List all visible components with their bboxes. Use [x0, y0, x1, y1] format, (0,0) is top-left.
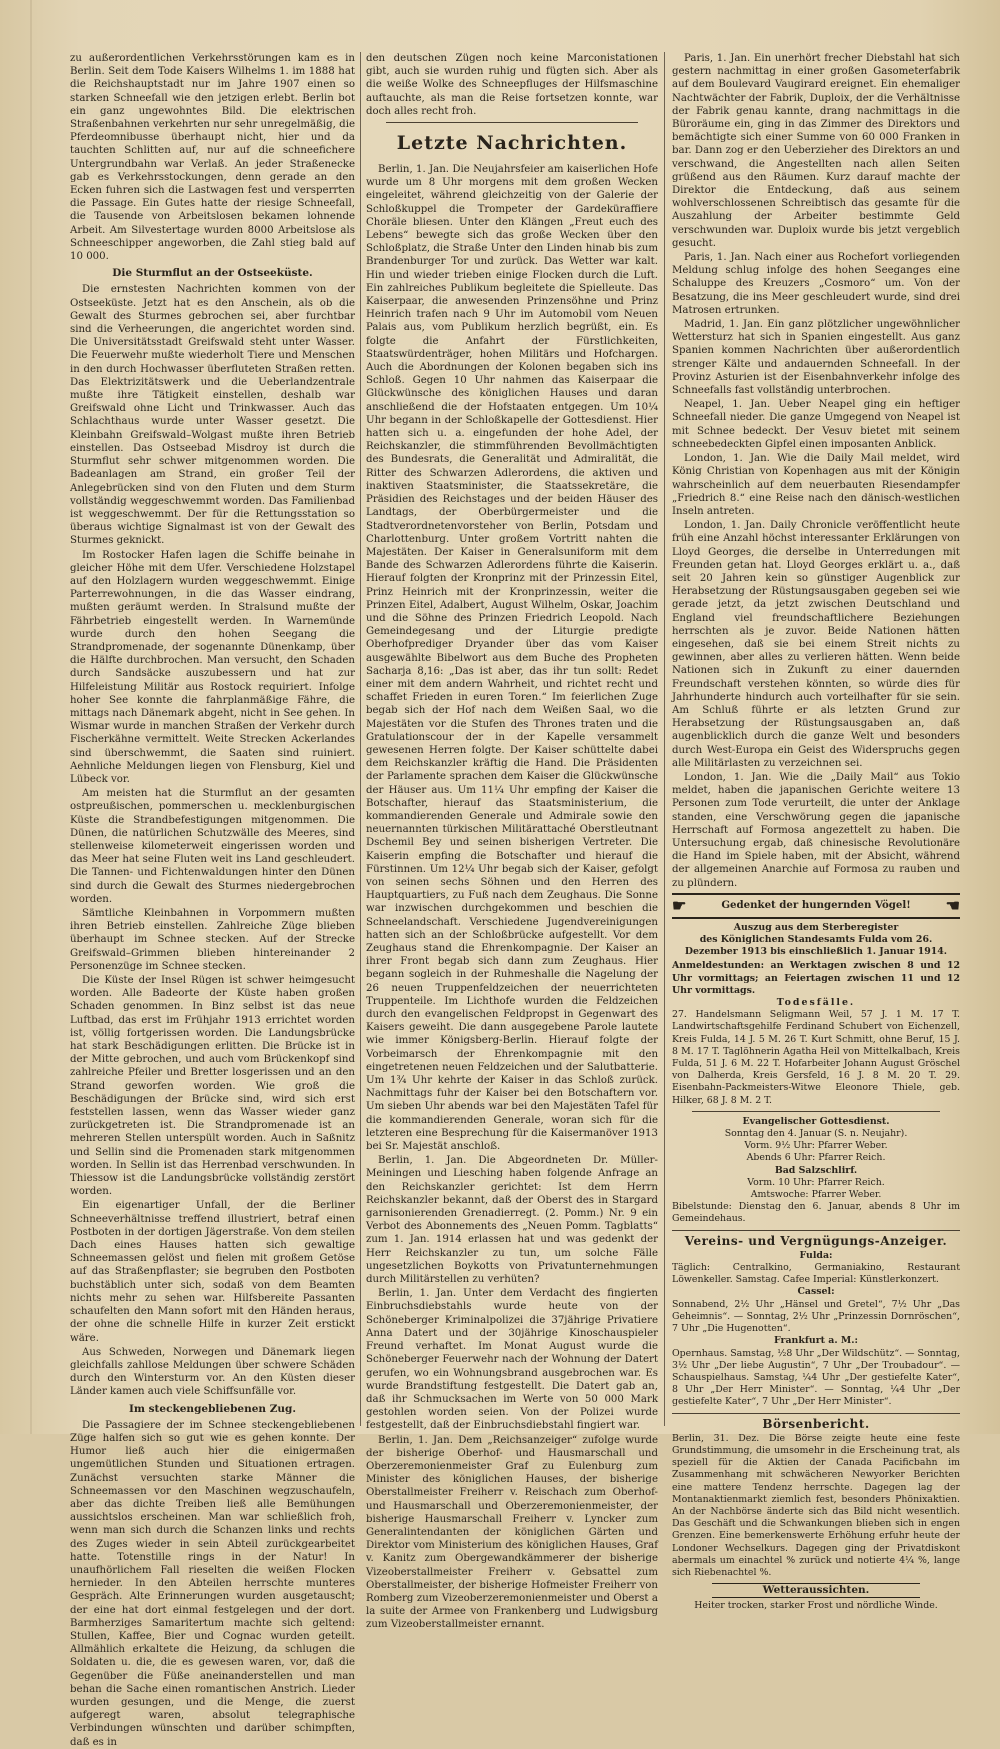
fold-shadow: [30, 0, 32, 1434]
banner-text: Gedenket der hungernden Vögel!: [721, 899, 911, 912]
city-fulda: Fulda:: [799, 1249, 833, 1261]
paragraph: London, 1. Jan. Wie die „Daily Mail“ aus Tokio meldet, haben die japanischen Gerichte weitere 13 Personen zum Tode verurteilt, die unter der Anklage standen, eine Verschwörung gegen die japanische Herrschaft auf Formosa angezettelt zu haben. Die Untersuchung ergab, daß chinesische Revolutionäre die Hand im Spiele haben, mit der Absicht, während der allgemeinen Anarchie auf Formosa zu rauben und zu plündern.: [672, 771, 960, 889]
register-notice: Anmeldestunden: an Werktagen zwischen 8 und 12 Uhr vormittags; an Feiertagen zwischen 11 und 12 Uhr vormittags.: [672, 960, 960, 996]
church-line: Vorm. 10 Uhr: Pfarrer Reich.: [747, 1176, 885, 1188]
paragraph: London, 1. Jan. Daily Chronicle veröffentlicht heute früh eine Anzahl höchst interessanter Erklärungen von Lloyd Georges, die derselbe in Unterredungen mit Freunden getan hat. Lloyd Georges erklärt u. a., daß seit 20 Jahren kein so günstiger Augenblick zur Herabsetzung der Rüstungsausgaben gegeben sei wie gerade jetzt, da jetzt zwischen Deutschland und England viel freundschaftlichere Beziehungen herrschten als je zuvor. Beide Nationen hätten eingesehen, daß sie bei einem Streit nichts zu gewinnen, aber alles zu verlieren hätten. Wenn beide Nationen sich in Zukunft zu einer dauernden Freundschaft verstehen könnten, so würde dies für Jahrhunderte hindurch auch vorteilhafter für sie sein. Am Schluß führte er als letzten Grund zur Herabsetzung der Rüstungsausgaben an, daß augenblicklich durch die ganze Welt und besonders durch West-Europa ein Geist des Widerspruchs gegen alle Militärlasten zu verzeichnen sei.: [672, 520, 960, 769]
column-3: [672, 52, 960, 1612]
church-notice: [672, 1116, 960, 1226]
paragraph: zu außerordentlichen Verkehrsstörungen kam es in Berlin. Seit dem Tode Kaisers Wilhelms 1. im 1888 hat die Reichshauptstadt nur im Jahre 1907 einen so starken Schneefall wie den jetzigen erlebt. Berlin bot ein ganz ungewohntes Bild. Die elektrischen Straßenbahnen verkehrten nur sehr unregelmäßig, die Pferdeomnibusse überhaupt nicht, hier und da tauchten Schlitten auf, nur auf die schneefichere Untergrundbahn war Verlaß. An jeder Straßenecke gab es Verkehrsstockungen, denn gerade an den Ecken fuhren sich die Lastwagen fest und versperrten die Passage. Ein Gutes hatte der riesige Schneefall, die Tausende von Arbeitslosen bekamen lohnende Arbeit. Am Silvestertage wurden 8000 Arbeitslose als Schneeschipper angeworben, die Zahl stieg bald auf 10 000.: [70, 53, 355, 263]
death-register: [672, 922, 960, 1107]
pointing-hand-icon: ☚: [945, 895, 960, 915]
paragraph: Neapel, 1. Jan. Ueber Neapel ging ein heftiger Schneefall nieder. Die ganze Umgegend von Neapel ist mit Schnee bedeckt. Der Vesuv bietet mit seinem schneebedeckten Gipfel einen imposanten Anblick.: [672, 399, 960, 450]
banner: [672, 897, 960, 915]
church-line: Abends 6 Uhr: Pfarrer Reich.: [746, 1152, 886, 1164]
headline-zug: Im steckengebliebenen Zug.: [128, 1402, 297, 1415]
paragraph: Ein eigenartiger Unfall, der die Berliner Schneeverhältnisse treffend illustriert, betraf einen Postboten in der dortigen Jägerstraße. Von dem steilen Dach eines Hauses hatten sich gewaltige Schneemassen gelöst und fielen mit großem Getöse auf das Straßenpflaster; sie begruben den Postboten buchstäblich unter sich, sodaß von dem Beamten nichts mehr zu sehen war. Hilfsbereite Passanten schaufelten den Mann sofort mit den Händen heraus, der ohne die schnelle Hilfe in kurzer Zeit erstickt wäre.: [70, 1200, 355, 1344]
events-title: Vereins- und Vergnügungs-Anzeiger.: [684, 1233, 948, 1248]
divider: [672, 1230, 960, 1231]
register-subtitle: des Königlichen Standesamts Fulda vom 26. Dezember 1913 bis einschließlich 1. Januar 1914.: [684, 934, 948, 958]
paragraph: Paris, 1. Jan. Ein unerhört frecher Diebstahl hat sich gestern nachmittag in einer großen Gasometerfabrik auf dem Boulevard Vaugirard ereignet. Ein ehemaliger Nachtwächter der Fabrik, Duploix, der die Verhältnisse der Fabrik genau kannte, drang nachmittags in die Büroräume ein, ging in das Zimmer des Direktors und bemächtigte sich einer Summe von 60 000 Franken in bar. Dann zog er den Ueberzieher des Direktors an und verschwand, die Angestellten nach allen Seiten grüßend aus den Räumen. Kurz darauf machte der Direktor die Entdeckung, daß aus seinem wohlverschlossenen Schreibtisch das gesamte für die Auszahlung der Arbeiter bestimmte Geld verschwunden war. Duploix wurde bis jetzt vergeblich gesucht.: [672, 53, 960, 249]
paragraph: Berlin, 1. Jan. Die Neujahrsfeier am kaiserlichen Hofe wurde um 8 Uhr morgens mit dem großen Wecken eingeleitet, während gleichzeitig von der Galerie der Schloßkuppel die Trompeter der Gardeküraffiere Choräle bliesen. Unter den Klängen „Freut euch des Lebens“ bewegte sich das große Wecken über den Schloßplatz, die Straße Unter den Linden hinab bis zum Brandenburger Tor und zurück. Das Wetter war kalt. Hin und wieder trieben einige Flocken durch die Luft. Ein zahlreiches Publikum begleitete die Spielleute. Das Kaiserpaar, die anwesenden Prinzensöhne und Prinz Heinrich trafen nach 9 Uhr im Automobil vom Neuen Palais aus, vom Publikum herzlich begrüßt, ein. Es folgte die Anfahrt der Fürstlichkeiten, Staatswürdenträger, hohen Militärs und Hofchargen. Auch die Abordnungen der Kolonen begaben sich ins Schloß. Gegen 10 Uhr nahmen das Kaiserpaar die Glückwünsche des königlichen Hauses und daran anschließend die der Hofstaaten entgegen. Um 10¼ Uhr begann in der Schloßkapelle der Gottesdienst. Hier hatten sich u. a. eingefunden der hohe Adel, der Reichskanzler, die stimmführenden Bevollmächtigten des Bundesrats, die Generalität und Admiralität, die Ritter des Schwarzen Adlerordens, die aktiven und inaktiven Staatsminister, die Staatssekretäre, die Präsidien des Reichstages und der beiden Häuser des Landtags, der Oberbürgermeister und die Stadtverordnetenvorsteher von Berlin, Potsdam und Charlottenburg. Unter großem Vortritt nahten die Majestäten. Der Kaiser in Generalsuniform mit dem Bande des Schwarzen Adlerordens führte die Kaiserin. Hierauf folgten der Kronprinz mit der Prinzessin Eitel, Prinz Heinrich mit der Kronprinzessin, weiter die Prinzen Eitel, Adalbert, August Wilhelm, Oskar, Joachim und die Söhne des Prinzen Friedrich Leopold. Nach Gemeindegesang und der Liturgie predigte Oberhofprediger Dryander über das vom Kaiser ausgewählte Bibelwort aus dem Buche des Propheten Sacharja 8,16: „Das ist aber, das ihr tun sollt: Redet einer mit dem andern Wahrheit, und richtet recht und schaffet Frieden in euren Toren.“ Im feierlichen Zuge begab sich der Hof nach dem Weißen Saal, wo die Majestäten vor die Stufen des Thrones traten und die Gratulationscour der in der Kapelle versammelt gewesenen Herren folgte. Der Kaiser schüttelte dabei dem Reichskanzler kräftig die Hand. Die Präsidenten der Parlamente sprachen dem Kaiser die Glückwünsche der Häuser aus. Um 11¼ Uhr empfing der Kaiser die Botschafter, hierauf das Staatsministerium, die kommandierenden Generale und Admirale sowie den neuernannten türkischen Militärattaché Oberstleutnant Dschemil Bey und seinen bisherigen Vertreter. Die Kaiserin empfing die Botschafter und hierauf die Fürstinnen. Um 12¼ Uhr begab sich der Kaiser, gefolgt von seinen sechs Söhnen und den Herren des Hauptquartiers, zu Fuß nach dem Zeughaus. Die Sonne war inzwischen durchgekommen und beschien die Schneelandschaft. Verschiedene Jugendvereinigungen hatten sich an der Schloßbrücke aufgestellt. Vor dem Zeughaus stand die Ehrenkompagnie. Der Kaiser an ihrer Front begab sich dann zum Zeughaus. Hier begann sogleich in der Ruhmeshalle die Nagelung der 26 neuen Truppenfeldzeichen der neuerrichteten Truppenteile. Im Lichthofe wurden die Feldzeichen durch den evangelischen Feldpropst in Gegenwart des Kaisers geweiht. Die dann ausgegebene Parole lautete wie immer Königsberg-Berlin. Hierauf folgte der Vorbeimarsch der Ehrenkompagnie mit den eingetretenen neuen Feldzeichen und der Salutbatterie. Um 1¾ Uhr kehrte der Kaiser in das Schloß zurück. Nachmittags fuhr der Kaiser bei den Botschaftern vor. Um sieben Uhr abends war bei den Majestäten Tafel für die kommandierenden Generale, woran sich für die letzteren eine Besprechung für die Kaisermanöver 1913 bei Sr. Majestät anschloß.: [366, 164, 658, 1153]
column-2: [366, 52, 658, 1631]
stock-text: Berlin, 31. Dez. Die Börse zeigte heute eine feste Grundstimmung, die umsomehr in die Erscheinung trat, als speziell für die Aktien der Canada Pacificbahn im Zusammenhang mit schwächeren Newyorker Berichten eine mattere Tendenz herrschte. Dagegen lag der Montanaktienmarkt ziemlich fest, besonders Phönixaktien. An der Nachbörse änderte sich das Bild nicht wesentlich. Das Geschäft und die Schwankungen blieben sich in engen Grenzen. Eine bemerkenswerte Erhöhung erfuhr heute der Londoner Wechselkurs. Dagegen ging der Privatdiskont abermals um einachtel % zurück und notierte 4¼ %, lange sich Riebenachtel %.: [672, 1432, 960, 1578]
city-kassel: Cassel:: [797, 1286, 835, 1298]
paragraph: Madrid, 1. Jan. Ein ganz plötzlicher ungewöhnlicher Wettersturz hat sich in Spanien eingestellt. Aus ganz Spanien kommen Nachrichten über außerordentlich strenger Kälte und andauernden Schneefall. In der Provinz Asturien ist der Eisenbahnverkehr infolge des Schneefalls fast vollständig unterbrochen.: [672, 319, 960, 397]
paragraph: Die Passagiere der im Schnee steckengebliebenen Züge halfen sich so gut wie es gehen konnte. Der Humor ließ auch hier die einigermaßen ungemütlichen Stunden und Situationen ertragen. Zunächst versuchten starke Männer die Schneemassen vor den Maschinen wegzuschaufeln, aber das dichte Treiben ließ alle Bemühungen aussichtslos erscheinen. Man war schließlich froh, wenn man sich durch die Schanzen links und rechts des Zuges wieder in sein Abteil zurückgearbeitet hatte. Totenstille rings in der Natur! In unaufhörlichem Fall rieselten die weißen Flocken hernieder. In den Abteilen herrschte munteres Gespräch. Alte Erinnerungen wurden ausgetauscht; der eine hat dort einmal festgelegen und der dort. Barmherziges Samaritertum machte sich geltend: Stullen, Kaffee, Bier und Cognac wurden geteilt. Allmählich erkaltete die Heizung, da schlugen die Soldaten u. die, die es gewesen waren, vor, daß die Gegenüber die Füße aneinanderstellen und man behan die Sache einen romantischen Anstrich. Lieder wurden gesungen, und die Menge, die zuerst aufgeregt waren, absolut telegraphische Verbindungen wünschten und darüber schimpften, daß es in: [70, 1419, 355, 1748]
church-title: Evangelischer Gottesdienst.: [742, 1115, 890, 1127]
column-1: [70, 52, 355, 1748]
divider: [672, 1413, 960, 1414]
paragraph: Aus Schweden, Norwegen und Dänemark liegen gleichfalls zahllose Meldungen über schwere Schäden durch den Wintersturm vor. An den Küsten dieser Länder kamen auch viele Schiffsunfälle vor.: [70, 1346, 355, 1398]
weather-text: Heiter trocken, starker Frost und nördliche Winde.: [694, 1600, 938, 1612]
paragraph: Berlin, 1. Jan. Dem „Reichsanzeiger“ zufolge wurde der bisherige Oberhof- und Hausmarschall und Oberzeremonienmeister Graf zu Eulenburg zum Minister des königlichen Hauses, der bisherige Oberstallmeister Freiherr v. Reischach zum Oberhof- und Hausmarschall und Oberzeremonienmeister, der bisherige Hausmarschall Freiherr v. Lyncker zum Generalintendanten der königlichen Gärten und Direktor vom Ministerium des königlichen Hauses, Graf v. Kanitz zum Obergewandkämmerer der bisherige Vizeoberstallmeister Freiherr v. Gebsattel zum Oberstallmeister, der bisherige Hofmeister Freiherr von Romberg zum Vizeoberzeremonienmeister und Oberst a la suite der Armee von Frankenberg und Ludwigsburg zum Vizeoberstallmeister ernannt.: [366, 1434, 658, 1631]
register-title: Auszug aus dem Sterberegister: [733, 921, 899, 933]
frankfurt-text: Opernhaus. Samstag, ½8 Uhr „Der Wildschütz“. — Sonntag, 3½ Uhr „Der liebe Augustin“, 7 Uhr „Der Troubadour“. — Schauspielhaus. Samstag, ¼4 Uhr „Der gestiefelte Kater“, 8 Uhr „Der Herr Minister“. — Sonntag, ¼4 Uhr „Der gestiefelte Kater“, 7 Uhr „Der Herr Minister“.: [672, 1347, 960, 1408]
register-heading: Todesfälle.: [776, 997, 856, 1009]
weather-title: Wetteraussichten.: [712, 1583, 920, 1598]
paragraph: London, 1. Jan. Wie die Daily Mail meldet, wird König Christian von Kopenhagen aus mit der Königin wahrscheinlich auf dem neuerbauten Riesendampfer „Friedrich 8.“ eine Reise nach den dänisch-westlichen Inseln antreten.: [672, 453, 960, 517]
events-listing: [672, 1235, 960, 1409]
paragraph: Die ernstesten Nachrichten kommen von der Ostseeküste. Jetzt hat es den Anschein, als ob die Gewalt des Sturmes gebrochen sei, aber furchtbar sind die Verheerungen, die angerichtet worden sind. Die Universitätsstadt Greifswald steht unter Wasser. Die Feuerwehr mußte wiederholt Tiere und Menschen in den durch Hochwasser überfluteten Straßen retten. Das Elektrizitätswerk und die Ueberlandzentrale mußte ihre Tätigkeit einstellen, deshalb war Greifswald ohne Licht und Trinkwasser. Auch das Schlachthaus wurde unter Wasser gesetzt. Die Kleinbahn Greifswald–Wolgast mußte ihren Betrieb einstellen. Das Ostseebad Misdroy ist durch die Sturmflut sehr schwer mitgenommen worden. Die Badeanlagen am Strand, ein großer Teil der Anlegebrücken sind von den Fluten und dem Sturm vollständig weggeschwemmt worden. Das Familienbad ist weggeschwemmt. Der für die Rettungsstation so überaus wichtige Signalmast ist von der Gewalt des Sturmes geknickt.: [70, 284, 355, 547]
stock-title: Börsenbericht.: [762, 1416, 870, 1431]
column-rule: [360, 52, 361, 1426]
fulda-text: Täglich: Centralkino, Germaniakino, Restaurant Löwenkeller. Samstag. Cafee Imperial: Künstlerkonzert.: [672, 1262, 960, 1286]
church-line: Bad Salzschlirf.: [774, 1164, 858, 1176]
church-line: Vorm. 9½ Uhr: Pfarrer Weber.: [744, 1140, 888, 1152]
stock-report: [672, 1418, 960, 1580]
church-line: Bibelstunde: Dienstag den 6. Januar, abends 8 Uhr im Gemeindehaus.: [672, 1201, 960, 1225]
column-rule: [664, 52, 665, 1426]
register-entries: 27. Handelsmann Seligmann Weil, 57 J. 1 M. 17 T. Landwirtschaftsgehilfe Ferdinand Schubert von Eichenzell, Kreis Fulda, 14 J. 5 M. 26 T. Kurt Schmitt, ohne Beruf, 15 J. 8 M. 17 T. Taglöhnerin Agatha Heil von Mittelkalbach, Kreis Fulda, 51 J. 6 M. 22 T. Hofarbeiter Johann August Gröschel von Dalherda, Kreis Gersfeld, 16 J. 8 M. 20 T. 29. Eisenbahn-Packmeisters-Witwe Eleonore Thiele, geb. Hilker, 68 J. 8 M. 2 T.: [672, 1009, 960, 1106]
paragraph: Am meisten hat die Sturmflut an der gesamten ostpreußischen, pommerschen u. mecklenburgischen Küste die Strandbefestigungen mitgenommen. Die Dünen, die natürlichen Schutzwälle des Meeres, sind stellenweise kilometerweit eingerissen worden und das Meer hat seine Fluten weit ins Land geschleudert. Die Tannen- und Fichtenwaldungen hinter den Dünen sind durch die Gewalt des Sturmes niedergebrochen worden.: [70, 788, 355, 905]
banner-box: [672, 893, 960, 919]
paragraph: Paris, 1. Jan. Nach einer aus Rochefort vorliegenden Meldung schlug infolge des hohen Seeganges eine Schaluppe des Kreuzers „Cosmoro“ um. Von der Besatzung, die ins Meer geschleudert wurde, sind drei Matrosen ertrunken.: [672, 252, 960, 316]
kassel-text: Sonnabend, 2½ Uhr „Hänsel und Gretel“, 7½ Uhr „Das Geheimnis“. — Sonntag, 2½ Uhr „Prinzessin Dornröschen“, 7 Uhr „Die Hugenotten“.: [672, 1298, 960, 1335]
pointing-hand-icon: ☛: [672, 895, 687, 915]
paragraph: Berlin, 1. Jan. Die Abgeordneten Dr. Müller-Meiningen und Liesching haben folgende Anfrage an den Reichskanzler gerichtet: Ist dem Herrn Reichskanzler bekannt, daß der Oberst des in Stargard garnisonierenden Grenadierregt. (2. Pomm.) Nr. 9 ein Verbot des Abonnements des „Neuen Pomm. Tagblatts“ zum 1. Jan. 1914 erlassen hat und was gedenkt der Herr Reichskanzler zu tun, um solche Fälle ungesetzlichen Boykotts von Privatunternehmungen durch Militärstellen zu verhüten?: [366, 1155, 658, 1286]
divider: [386, 122, 638, 123]
section-title-letzte-nachrichten: Letzte Nachrichten.: [396, 132, 628, 155]
church-line: Amtswoche: Pfarrer Weber.: [750, 1189, 882, 1201]
paragraph: Die Küste der Insel Rügen ist schwer heimgesucht worden. Alle Badeorte der Küste haben großen Schaden genommen. In Binz selbst ist das neue Luftbad, das erst im Frühjahr 1913 errichtet worden ist, völlig fortgerissen worden. Die Landungsbrücke hat stark Beschädigungen erlitten. Die Brücke ist in der Mitte gebrochen, und auch vom Brückenkopf sind zahlreiche Pfeiler und Bretter losgerissen und an den Strand geworfen worden. Wie groß die Beschädigungen der Brücke sind, wird sich erst feststellen lassen, wenn das Wasser wieder ganz zurückgetreten ist. Die Strandpromenade ist an mehreren Stellen unterspült worden. Auch in Saßnitz und Sellin sind die Promenaden stark mitgenommen worden. In Sellin ist das Herrenbad verschwunden. In Thiessow ist die Landungsbrücke vollständig zerstört worden.: [70, 975, 355, 1198]
paragraph: den deutschen Zügen noch keine Marconistationen gibt, auch sie wurden ruhig und fügten sich. Aber als die weiße Wolke des Schneepfluges der Hilfsmaschine auftauchte, als man die Reise fortsetzen konnte, war doch alles recht froh.: [366, 53, 658, 117]
church-date: Sonntag den 4. Januar (S. n. Neujahr).: [724, 1128, 908, 1140]
paragraph: Im Rostocker Hafen lagen die Schiffe beinahe in gleicher Höhe mit dem Ufer. Verschiedene Holzstapel auf den Holzlagern wurden weggeschwemmt. Einige Parterrewohnungen, in die das Wasser eindrang, mußten geräumt werden. In Stralsund mußte der Fährbetrieb eingestellt werden. In Warnemünde wurde durch den hohen Seegang die Strandpromenade, der sogenannte Dünenkamp, über die Hälfte durchbrochen. Man versucht, den Schaden durch Sandsäcke auszubessern und hat zur Hilfeleistung Militär aus Rostock requiriert. Infolge hoher See konnte die fahrplanmäßige Fähre, die mittags nach Dänemark abgeht, nicht in See gehen. In Wismar wurde in manchen Straßen der Verkehr durch Fischerkähne vermittelt. Weite Strecken Ackerlandes sind überschwemmt, die Saaten sind ruiniert. Aehnliche Meldungen liegen von Flensburg, Kiel und Lübeck vor.: [70, 549, 355, 785]
paragraph: Sämtliche Kleinbahnen in Vorpommern mußten ihren Betrieb einstellen. Zahlreiche Züge blieben überhaupt im Schnee stecken. Auf der Strecke Greifswald–Grimmen blieben hintereinander 2 Personenzüge im Schnee stecken.: [70, 908, 355, 972]
headline-ostsee: Die Sturmflut an der Ostseeküste.: [112, 267, 313, 280]
city-frankfurt: Frankfurt a. M.:: [774, 1335, 858, 1347]
paragraph: Berlin, 1. Jan. Unter dem Verdacht des fingierten Einbruchsdiebstahls wurde heute von der Schöneberger Kriminalpolizei die 37jährige Privatiere Anna Datert und der 30jährige Kinoschauspieler Freund verhaftet. Im Monat August wurde die Schöneberger Feuerwehr nach der Wohnung der Datert gerufen, wo ein Wohnungsbrand ausgebrochen war. Es wurde Brandstiftung festgestellt. Die Datert gab an, daß ihr Schmucksachen im Werte von 50 000 Mark gestohlen worden seien. Von der Polizei wurde festgestellt, daß der Einbruchsdiebstahl fingiert war.: [366, 1288, 658, 1432]
divider: [692, 1111, 940, 1112]
